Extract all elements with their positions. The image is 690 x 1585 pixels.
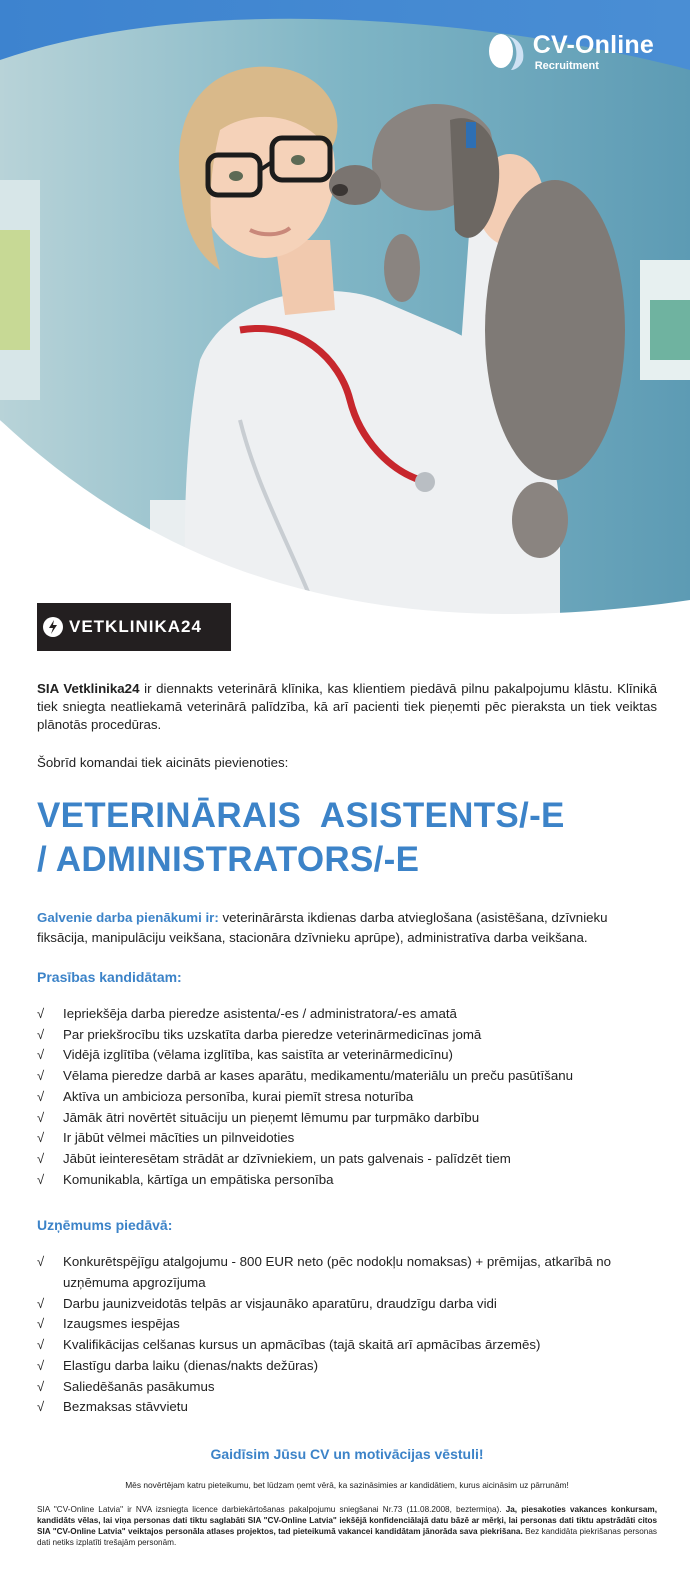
duties-text: veterinārārsta ikdienas darba atvieglošana (asistēšana, dzīvnieku fiksācija, manipulāciju veikšana, stacionāra dzīvnieku aprūpe), administratīva darba veikšana. — [37, 910, 608, 945]
job-title — [37, 794, 657, 882]
list-item — [37, 1025, 657, 1046]
legal-tail-text: Bez kandidāta piekrišanas personas dati netiks izplatīti trešajām personām. — [37, 1526, 658, 1547]
check-icon: √ — [37, 1068, 45, 1084]
check-icon: √ — [37, 1357, 45, 1373]
brand-name: CV-Online — [532, 31, 654, 59]
list-item-text: Par priekšrocību tiks uzskatīta darba pieredze veterinārmedicīnas jomā — [63, 1026, 482, 1042]
list-item — [37, 1108, 657, 1129]
vetklinika-logo-icon — [43, 617, 63, 637]
legal-disclaimer — [37, 1504, 657, 1548]
hero-photo — [0, 0, 690, 650]
check-icon: √ — [37, 1047, 45, 1063]
list-item — [37, 1045, 657, 1066]
list-item — [37, 1335, 657, 1356]
list-item — [37, 1004, 657, 1025]
hero-banner — [0, 0, 690, 650]
check-icon: √ — [37, 1088, 45, 1104]
check-icon: √ — [37, 1130, 45, 1146]
list-item — [37, 1087, 657, 1108]
cv-online-logo-icon — [485, 30, 527, 72]
job-title-line-1: VETERINĀRAIS ASISTENTS/-E — [37, 796, 565, 835]
company-description: ir diennakts veterinārā klīnika, kas klientiem piedāvā pilnu pakalpojumu klāstu. Klīnikā tiek sniegta neatliekamā veterinārā palīdzība, kā arī pacienti tiek pieņemti pēc pieraksta un tiek veiktas plānotās procedūras. — [37, 681, 657, 732]
cv-online-brand — [485, 30, 654, 72]
list-item — [37, 1294, 657, 1315]
offer-list — [37, 1252, 657, 1418]
list-item-text: Jābūt ieinteresētam strādāt ar dzīvniekiem, un pats galvenais - palīdzēt tiem — [63, 1150, 511, 1166]
list-item-text: Konkurētspējīgu atalgojumu - 800 EUR neto (pēc nodokļu nomaksas) + prēmijas, atkarībā no uzņēmuma apgrozījuma — [63, 1254, 612, 1291]
list-item-text: Izaugsmes iespējas — [63, 1316, 180, 1332]
check-icon: √ — [37, 1006, 45, 1021]
check-icon: √ — [37, 1150, 45, 1166]
list-item-text: Vidējā izglītība (vēlama izglītība, kas saistīta ar veterinārmedicīnu) — [63, 1047, 453, 1063]
list-item-text: Vēlama pieredze darbā ar kases aparātu, medikamentu/materiālu un preču pasūtīšanu — [63, 1068, 574, 1084]
check-icon: √ — [37, 1295, 45, 1311]
company-logo — [37, 603, 231, 651]
company-name: SIA Vetklinika24 — [37, 681, 140, 696]
legal-license-text: SIA "CV-Online Latvia" ir NVA izsniegta licence darbiekārtošanas pakalpojumu sniegšanai Nr.73 (11.08.2008, beztermiņa). — [37, 1504, 502, 1514]
check-icon: √ — [37, 1337, 45, 1353]
check-icon: √ — [37, 1026, 45, 1042]
check-icon: √ — [37, 1171, 45, 1187]
requirements-title: Prasības kandidātam: — [37, 969, 182, 985]
list-item-text: Aktīva un ambicioza personība, kurai piemīt stresa noturība — [63, 1088, 414, 1104]
list-item — [37, 1252, 657, 1293]
check-icon: √ — [37, 1316, 45, 1332]
list-item-text: Komunikabla, kārtīga un empātiska personība — [63, 1171, 334, 1187]
brand-subtitle: Recruitment — [534, 60, 599, 72]
check-icon: √ — [37, 1399, 45, 1415]
list-item — [37, 1356, 657, 1377]
lead-text: Šobrīd komandai tiek aicināts pievienoties: — [37, 755, 289, 770]
list-item-text: Saliedēšanās pasākumus — [63, 1378, 215, 1394]
closing-call-to-action: Gaidīsim Jūsu CV un motivācijas vēstuli! — [210, 1445, 484, 1462]
check-icon: √ — [37, 1378, 45, 1394]
job-title-line-2: / ADMINISTRATORS/-E — [37, 840, 420, 879]
list-item — [37, 1170, 657, 1191]
check-icon: √ — [37, 1109, 45, 1125]
list-item-text: Kvalifikācijas celšanas kursus un apmācības (tajā skaitā arī apmācības ārzemēs) — [63, 1337, 541, 1353]
legal-consent-text: Ja, piesakoties vakances konkursam, kandidāts vēlas, lai viņa personas dati tiktu saglabāti SIA "CV-Online Latvia" iekšējā konfidenciālajā datu bāzē ar mērķi, lai personas dati tiktu apstrādāti citos SIA "CV-Online Latvia" veiktajos personāla atlases projektos, tad pieteikumā vakancei kandidātam jānorāda sava piekrišana. — [37, 1504, 657, 1536]
list-item — [37, 1128, 657, 1149]
duties-label: Galvenie darba pienākumi ir: — [37, 910, 219, 925]
list-item — [37, 1066, 657, 1087]
list-item-text: Darbu jaunizveidotās telpās ar visjaunāko aparatūru, draudzīgu darba vidi — [63, 1295, 497, 1311]
list-item — [37, 1397, 657, 1418]
duties-paragraph — [37, 908, 657, 948]
requirements-list — [37, 1004, 657, 1190]
list-item-text: Elastīgu darba laiku (dienas/nakts dežūras) — [63, 1357, 318, 1373]
job-ad-body — [37, 680, 657, 1548]
list-item — [37, 1149, 657, 1170]
company-intro — [37, 680, 657, 734]
contact-notice: Mēs novērtējam katru pieteikumu, bet lūdzam ņemt vērā, ka sazināsimies ar kandidātiem, kurus aicināsim uz pārrunām! — [125, 1479, 569, 1490]
offer-title: Uzņēmums piedāvā: — [37, 1217, 173, 1234]
list-item-text: Bezmaksas stāvvietu — [63, 1399, 188, 1415]
list-item — [37, 1314, 657, 1335]
list-item-text: Ir jābūt vēlmei mācīties un pilnveidoties — [63, 1130, 295, 1146]
list-item-text: Iepriekšēja darba pieredze asistenta/-es / administratora/-es amatā — [63, 1006, 457, 1021]
company-logo-text: VETKLINIKA24 — [69, 617, 202, 636]
list-item — [37, 1377, 657, 1398]
check-icon: √ — [37, 1254, 45, 1270]
list-item-text: Jāmāk ātri novērtēt situāciju un pieņemt lēmumu par turpmāko darbību — [63, 1109, 480, 1125]
